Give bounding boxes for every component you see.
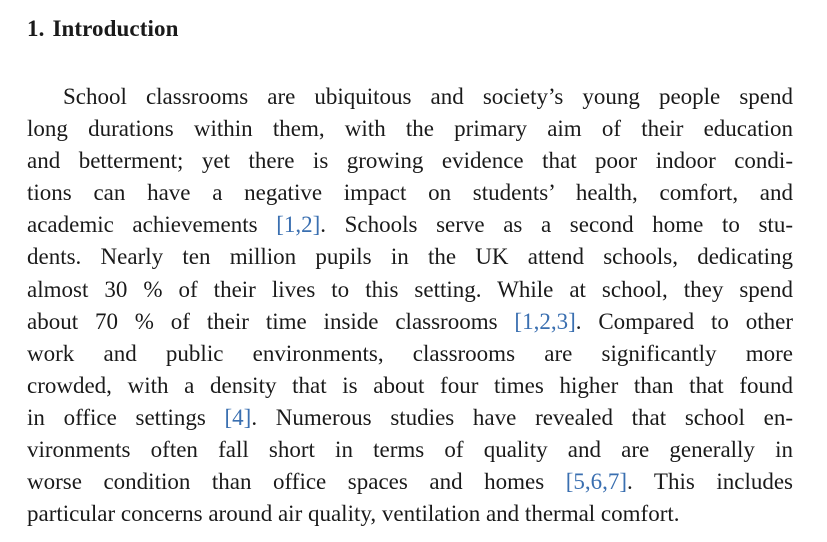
paragraph-line (27, 81, 793, 113)
paragraph-text: and betterment; yet there is growing evidence that poor indoor condi- (27, 148, 793, 174)
paragraph-line (27, 274, 793, 306)
paragraph-text: work and public environments, classrooms are significantly more (27, 340, 793, 366)
section-title: Introduction (52, 16, 179, 41)
paragraph-line (27, 498, 793, 530)
paragraph-text: almost 30 % of their lives to this setting. While at school, they spend (27, 276, 793, 302)
paragraph-text: . Numerous studies have revealed that school en- (251, 404, 793, 430)
paragraph-line (27, 145, 793, 177)
paragraph-text: worse condition than office spaces and homes (27, 469, 566, 495)
citation-link[interactable]: [4] (224, 404, 252, 430)
paragraph-line (27, 434, 793, 466)
citation-link[interactable]: [1,2] (276, 212, 321, 238)
paragraph-text: . Compared to other (575, 308, 793, 334)
paragraph-text: crowded, with a density that is about four times higher than that found (27, 372, 793, 398)
paragraph-text: dents. Nearly ten million pupils in the UK attend schools, dedicating (27, 244, 793, 270)
section-heading (27, 14, 793, 44)
paragraph-line (27, 113, 793, 145)
paragraph-line (27, 466, 793, 498)
paragraph-line (27, 241, 793, 273)
paragraph-line (27, 402, 793, 434)
paragraph-text: School classrooms are ubiquitous and society’s young people spend (63, 84, 793, 109)
paragraph-text: . Schools serve as a second home to stu- (320, 212, 793, 238)
citation-link[interactable]: [5,6,7] (565, 469, 628, 495)
paragraph-line (27, 306, 793, 338)
introduction-section (27, 14, 793, 530)
paragraph-text: in office settings (27, 404, 225, 430)
paragraph-text: long durations within them, with the primary aim of their education (27, 116, 793, 142)
paragraph-text: tions can have a negative impact on students’ health, comfort, and (27, 180, 793, 206)
paragraph-text: academic achievements (27, 212, 277, 238)
paragraph-text: . This includes (627, 469, 794, 495)
paragraph-line (27, 370, 793, 402)
paragraph-text: about 70 % of their time inside classrooms (27, 308, 515, 334)
paragraph-line (27, 338, 793, 370)
introduction-paragraph (27, 81, 793, 530)
section-number: 1. (27, 16, 45, 41)
paragraph-line (27, 209, 793, 241)
paragraph-line (27, 177, 793, 209)
citation-link[interactable]: [1,2,3] (514, 308, 576, 334)
paragraph-text: vironments often fall short in terms of quality and are generally in (27, 437, 793, 463)
paragraph-text: particular concerns around air quality, ventilation and thermal comfort. (27, 501, 680, 527)
